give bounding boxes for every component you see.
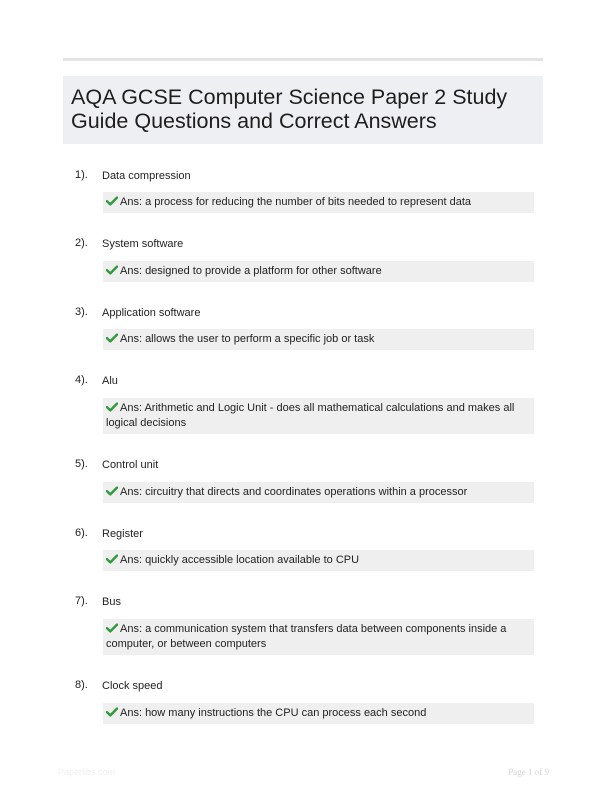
answer-box [103, 398, 534, 434]
answer-box [103, 329, 534, 350]
question-number: 8). [75, 679, 88, 691]
answer-text: Ans: a process for reducing the number of bits needed to represent data [120, 196, 471, 208]
check-icon [106, 333, 118, 343]
check-icon [106, 554, 118, 564]
check-icon [106, 623, 118, 633]
answer-text: Ans: quickly accessible location available to CPU [120, 554, 360, 566]
answer-text: Ans: circuitry that directs and coordinates operations within a processor [120, 486, 468, 498]
answer-text: Ans: designed to provide a platform for other software [120, 265, 382, 277]
question-number: 6). [75, 527, 88, 539]
question-text: Bus [102, 596, 121, 608]
check-icon [106, 196, 118, 206]
page-title: AQA GCSE Computer Science Paper 2 Study Guide Questions and Correct Answers [71, 85, 508, 133]
answer-text: Ans: allows the user to perform a specific job or task [120, 333, 375, 345]
question-number: 4). [75, 374, 88, 386]
check-icon [106, 486, 118, 496]
question-text: Data compression [102, 170, 191, 182]
answer-text: Ans: a communication system that transfers data between components inside a computer, or between computers [106, 623, 507, 650]
question-text: Clock speed [102, 680, 163, 692]
question-text: Control unit [102, 459, 159, 471]
question-text: Alu [102, 375, 118, 387]
footer-page-number: Page 1 of 9 [508, 767, 549, 777]
question-number: 7). [75, 595, 88, 607]
answer-text: Ans: Arithmetic and Logic Unit - does all mathematical calculations and makes all logical decisions [106, 402, 515, 429]
question-number: 1). [75, 169, 88, 181]
answer-text: Ans: how many instructions the CPU can process each second [120, 707, 427, 719]
answer-box [103, 192, 534, 213]
check-icon [106, 402, 118, 412]
question-number: 2). [75, 237, 88, 249]
answer-box [103, 703, 534, 724]
question-number: 3). [75, 306, 88, 318]
question-number: 5). [75, 458, 88, 470]
question-text: System software [102, 238, 184, 250]
check-icon [106, 707, 118, 717]
question-text: Register [102, 528, 143, 540]
footer-site-watermark: Paperlibs.com [58, 767, 116, 777]
answer-box [103, 619, 534, 655]
answer-box [103, 482, 534, 503]
check-icon [106, 265, 118, 275]
answer-box [103, 550, 534, 571]
question-text: Application software [102, 307, 201, 319]
answer-box [103, 261, 534, 282]
